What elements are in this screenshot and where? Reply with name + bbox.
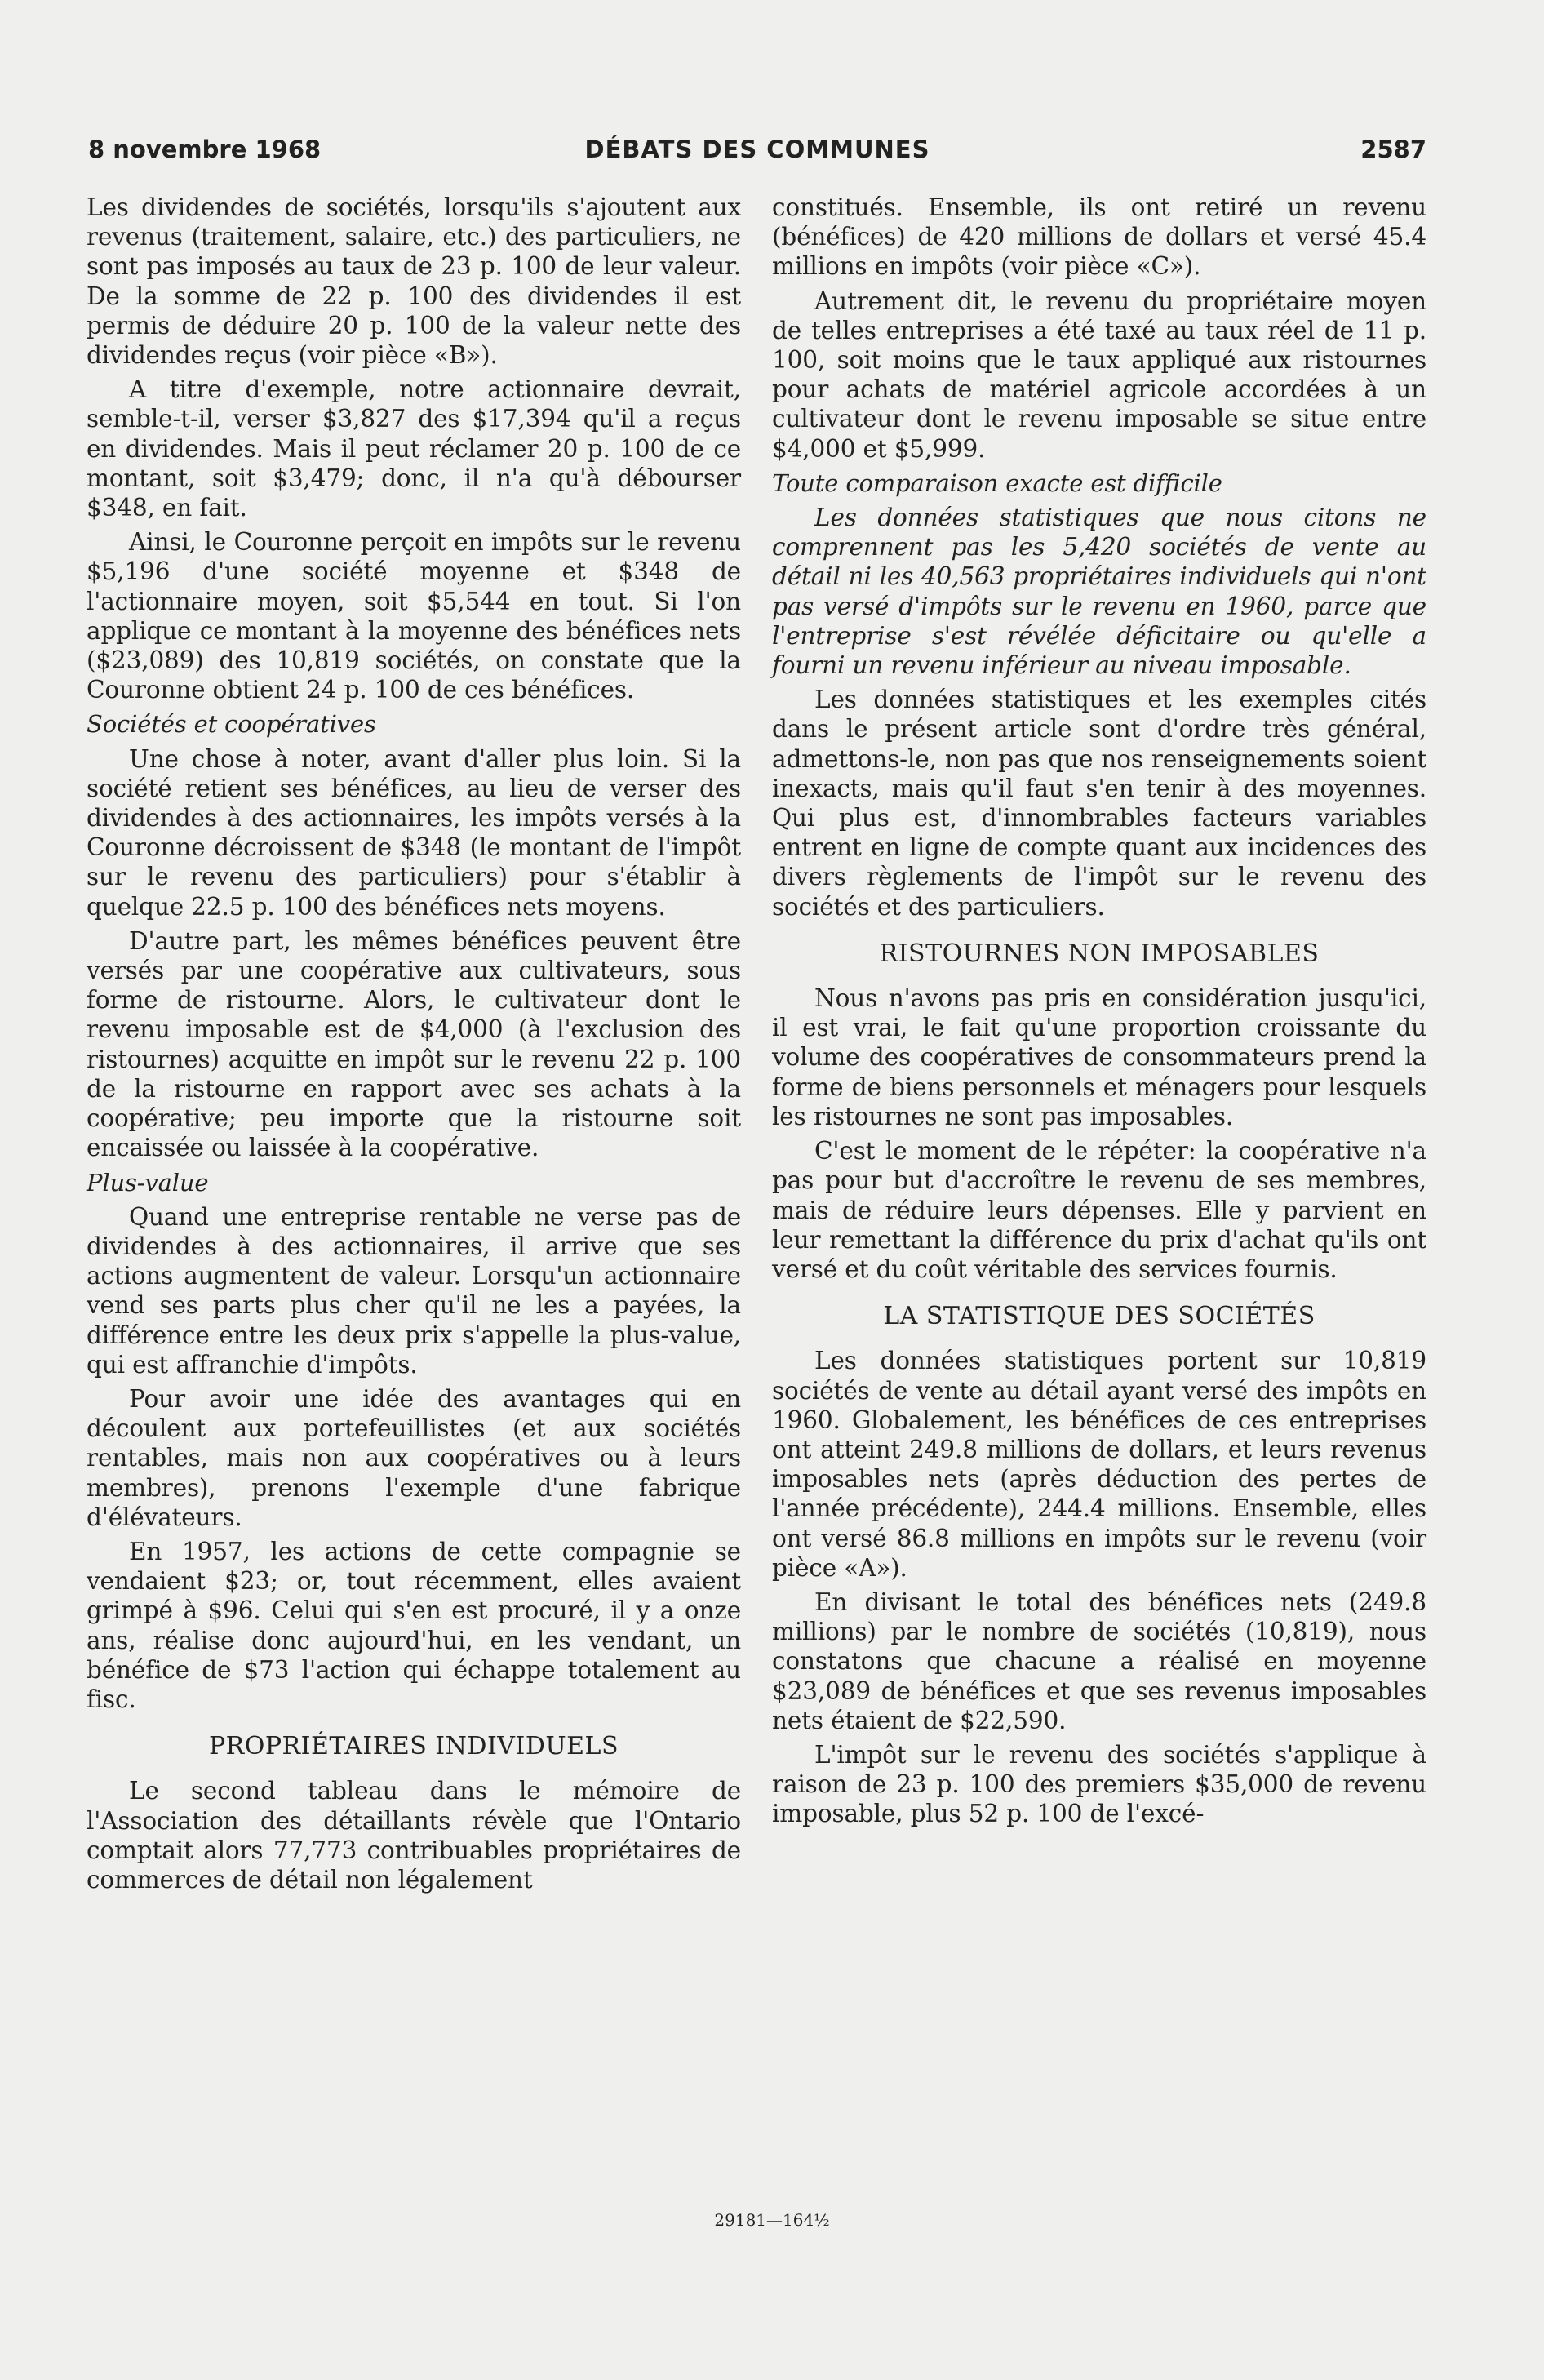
paragraph: A titre d'exemple, notre actionnaire devrait, semble-t-il, verser $3,827 des $17,394 qu'il a reçus en dividendes. Mais il peut réclamer 20 p. 100 de ce montant, soit $3,479; donc, il n'a qu'à débourser $348, en fait. bbox=[87, 375, 741, 522]
paragraph: Ainsi, le Couronne perçoit en impôts sur le revenu $5,196 d'une société moyenne et $348 de l'actionnaire moyen, soit $5,544 en tout. Si l'on applique ce montant à la moyenne des bénéfices nets ($23,089) des 10,819 sociétés, on constate que la Couronne obtient 24 p. 100 de ces bénéfices. bbox=[87, 528, 741, 704]
paragraph: En 1957, les actions de cette compagnie se vendaient $23; or, tout récemment, elles avaient grimpé à $96. Celui qui s'en est procuré, il y a onze ans, réalise donc aujourd'hui, en les vendant, un bénéfice de $73 l'action qui échappe totalement au fisc. bbox=[87, 1537, 741, 1713]
footer-code: 29181—164½ bbox=[714, 2210, 830, 2230]
left-column bbox=[87, 193, 741, 1899]
paragraph: En divisant le total des bénéfices nets (249.8 millions) par le nombre de sociétés (10,819), nous constatons que chacune a réalisé en moyenne $23,089 de bénéfices et que ses revenus imposables nets étaient de $22,590. bbox=[772, 1587, 1426, 1734]
paragraph: Nous n'avons pas pris en considération jusqu'ici, il est vrai, le fait qu'une proportion croissante du volume des coopératives de consommateurs prend la forme de biens personnels et ménagers pour lesquels les ristournes ne sont pas imposables. bbox=[772, 984, 1426, 1130]
section-heading-plus-value: Plus-value bbox=[87, 1168, 209, 1197]
section-heading-ristournes: RISTOURNES NON IMPOSABLES bbox=[879, 939, 1320, 968]
paragraph: L'impôt sur le revenu des sociétés s'applique à raison de 23 p. 100 des premiers $35,000 de revenu imposable, plus 52 p. 100 de l'excé- bbox=[772, 1740, 1426, 1828]
paragraph: D'autre part, les mêmes bénéfices peuvent être versés par une coopérative aux cultivateurs, sous forme de ristourne. Alors, le cultivateur dont le revenu imposable est de $4,000 (à l'exclusion des ristournes) acquitte en impôt sur le revenu 22 p. 100 de la ristourne en rapport avec ses achats à la coopérative; peu importe que la ristourne soit encaissée ou laissée à la coopérative. bbox=[87, 926, 741, 1162]
right-column bbox=[772, 193, 1426, 1834]
page-header bbox=[88, 135, 1426, 171]
section-heading-comparaison: Toute comparaison exacte est difficile bbox=[772, 468, 1222, 497]
header-date: 8 novembre 1968 bbox=[88, 135, 322, 163]
section-heading-societes: Sociétés et coopératives bbox=[87, 710, 376, 739]
paragraph: Une chose à noter, avant d'aller plus loin. Si la société retient ses bénéfices, au lieu de verser des dividendes à des actionnaires, les impôts versés à la Couronne décroissent de $348 (le montant de l'impôt sur le revenu des particuliers) pour s'établir à quelque 22.5 p. 100 des bénéfices nets moyens. bbox=[87, 744, 741, 921]
section-heading-statistique: LA STATISTIQUE DES SOCIÉTÉS bbox=[883, 1302, 1316, 1331]
paragraph: Quand une entreprise rentable ne verse pas de dividendes à des actionnaires, il arrive que ses actions augmentent de valeur. Lorsqu'un actionnaire vend ses parts plus cher qu'il ne les a payées, la différence entre les deux prix s'appelle la plus-value, qui est affranchie d'impôts. bbox=[87, 1202, 741, 1379]
paragraph: Autrement dit, le revenu du propriétaire moyen de telles entreprises a été taxé au taux réel de 11 p. 100, soit moins que le taux appliqué aux ristournes pour achats de matériel agricole accordées à un cultivateur dont le revenu imposable se situe entre $4,000 et $5,999. bbox=[772, 286, 1426, 463]
paragraph-italic: Les données statistiques que nous citons ne comprennent pas les 5,420 sociétés de vente au détail ni les 40,563 propriétaires individuels qui n'ont pas versé d'impôts sur le revenu en 1960, parce que l'entreprise s'est révélée déficitaire ou qu'elle a fourni un revenu inférieur au niveau imposable. bbox=[772, 504, 1426, 680]
paragraph: Le second tableau dans le mémoire de l'Association des détaillants révèle que l'Ontario comptait alors 77,773 contribuables propriétaires de commerces de détail non légalement bbox=[87, 1777, 741, 1894]
paragraph: Les données statistiques et les exemples cités dans le présent article sont d'ordre très général, admettons-le, non pas que nos renseignements soient inexacts, mais qu'il faut s'en tenir à des moyennes. Qui plus est, d'innombrables facteurs variables entrent en ligne de compte quant aux incidences des divers règlements de l'impôt sur le revenu des sociétés et des particuliers. bbox=[772, 686, 1426, 921]
header-page-number: 2587 bbox=[1360, 135, 1426, 163]
section-heading-proprietaires: PROPRIÉTAIRES INDIVIDUELS bbox=[208, 1732, 619, 1761]
paragraph: Les données statistiques portent sur 10,819 sociétés de vente au détail ayant versé des impôts en 1960. Globalement, les bénéfices de ces entreprises ont atteint 249.8 millions de dollars, et leurs revenus imposables nets (après déduction des pertes de l'année précédente), 244.4 millions. Ensemble, elles ont versé 86.8 millions en impôts sur le revenu (voir pièce «A»). bbox=[772, 1347, 1426, 1582]
paragraph: constitués. Ensemble, ils ont retiré un revenu (bénéfices) de 420 millions de dollars et versé 45.4 millions en impôts (voir pièce «C»). bbox=[772, 193, 1426, 281]
paragraph: Pour avoir une idée des avantages qui en découlent aux portefeuillistes (et aux sociétés rentables, mais non aux coopératives ou à leurs membres), prenons l'exemple d'une fabrique d'élévateurs. bbox=[87, 1384, 741, 1531]
paragraph: Les dividendes de sociétés, lorsqu'ils s'ajoutent aux revenus (traitement, salaire, etc.) des particuliers, ne sont pas imposés au taux de 23 p. 100 de leur valeur. De la somme de 22 p. 100 des dividendes il est permis de déduire 20 p. 100 de la valeur nette des dividendes reçus (voir pièce «B»). bbox=[87, 193, 741, 370]
header-title: DÉBATS DES COMMUNES bbox=[584, 135, 930, 163]
paragraph: C'est le moment de le répéter: la coopérative n'a pas pour but d'accroître le revenu de ses membres, mais de réduire leurs dépenses. Elle y parvient en leur remettant la différence du prix d'achat qu'ils ont versé et du coût véritable des services fournis. bbox=[772, 1137, 1426, 1283]
